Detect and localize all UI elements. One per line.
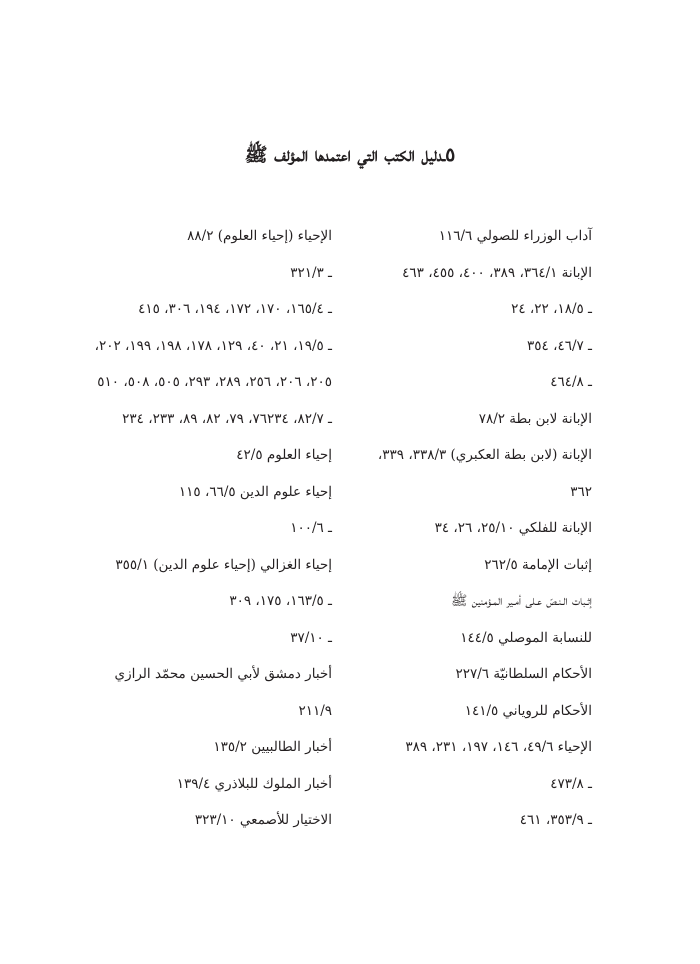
index-entry: ٢٠٥، ٢٠٦، ٢٥٦، ٢٨٩، ٢٩٣، ٥٠٥، ٥٠٨، ٥١٠ (97, 374, 332, 390)
index-entry: ـ ٤٦/٧، ٣٥٤ (527, 337, 592, 354)
index-entry: إحياء علوم الدين ٦٦/٥، ١١٥ (178, 483, 332, 500)
index-entry: الأحكام السلطانيّة ٢٢٧/٦ (455, 666, 592, 682)
index-entry: ـ ٨٢/٧، ٧٦٢٣٤، ٧٩، ٨٢، ٨٩، ٢٣٣، ٢٣٤ (122, 410, 332, 427)
index-entry: ـ ٣٥٣/٩، ٤٦١ (519, 812, 592, 828)
index-entry: الإبانة ٣٦٤/١، ٣٨٩، ٤٠٠، ٤٥٥، ٤٦٣ (402, 264, 592, 281)
index-entry: ـ ٣٢١/٣ (290, 264, 332, 281)
index-column-right (342, 218, 592, 839)
index-entry: ـ ٤٦٤/٨ (550, 374, 592, 390)
index-entry: أخبار الملوك للبلاذري ١٣٩/٤ (176, 775, 332, 792)
page-title: ٥ـدليل الكتب التي اعتمدها المؤلف ﷺ (244, 144, 456, 166)
index-entry: ـ ١٩/٥، ٢١، ٤٠، ١٢٩، ١٧٨، ١٩٨، ١٩٩، ٢٠٢، (94, 337, 332, 354)
index-entry: الإبانة لابن بطة ٧٨/٢ (478, 410, 592, 427)
index-entry: ـ ٣٧/١٠ (290, 629, 332, 646)
index-entry: أخبار الطالبيين ١٣٥/٢ (213, 739, 332, 755)
index-entry: إحياء العلوم ٤٢/٥ (236, 447, 332, 463)
index-entry: إثـبات الـنـصّ عـلى أمـير المـؤمنين ﷺ (450, 593, 592, 609)
index-entry: ـ ١٦٣/٥، ١٧٥، ٣٠٩ (229, 593, 332, 609)
index-entry: أخبار دمشق لأبي الحسين محمّد الرازي (114, 666, 332, 682)
index-entry: الإحياء ٤٩/٦، ١٤٦، ١٩٧، ٢٣١، ٣٨٩ (405, 739, 592, 755)
index-entry: إثبات الإمامة ٢٦٢/٥ (484, 556, 592, 573)
index-column-left (62, 218, 332, 839)
index-entry: الاختيار للأصمعي ٣٢٣/١٠ (194, 812, 332, 828)
index-entry: آداب الوزراء للصولي ١١٦/٦ (438, 228, 592, 244)
index-entry: ٢١١/٩ (298, 702, 332, 719)
index-entry: ـ ٤٧٣/٨ (550, 775, 592, 792)
index-entry: الإحياء (إحياء العلوم) ٨٨/٢ (187, 228, 332, 244)
index-entry: إحياء الغزالي (إحياء علوم الدين) ٣٥٥/١ (115, 556, 332, 573)
index-entry: ـ ١٨/٥، ٢٢، ٢٤ (511, 301, 592, 317)
index-entry: ٣٦٢ (570, 483, 592, 500)
index-entry: ـ ١٠٠/٦ (290, 520, 332, 536)
index-entry: الإبانة (لابن بطة العكبري) ٣٣٨/٣، ٣٣٩، (377, 447, 592, 463)
index-entry: الأحكام للروياني ١٤١/٥ (464, 702, 592, 719)
index-entry: الإبانة للفلكي ٢٥/١٠، ٢٦، ٣٤ (434, 520, 592, 536)
index-entry: للنسابة الموصلي ١٤٤/٥ (460, 629, 592, 646)
index-entry: ـ ١٦٥/٤، ١٧٠، ١٧٢، ١٩٤، ٣٠٦، ٤١٥ (138, 301, 332, 317)
